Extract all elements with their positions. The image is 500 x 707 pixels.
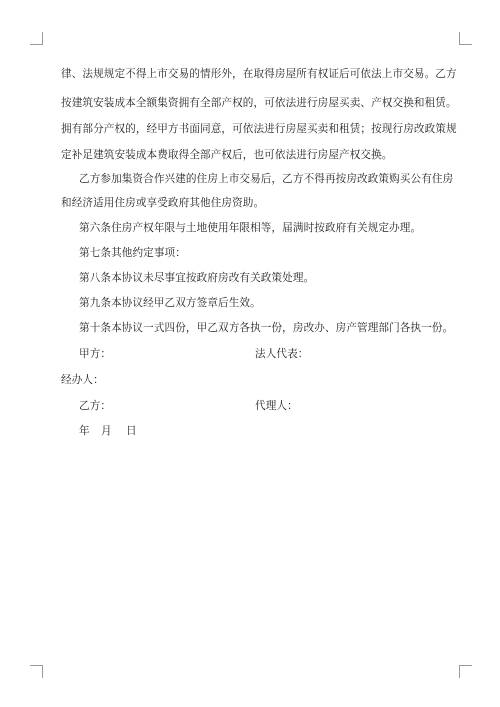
crop-mark-top-left — [30, 32, 43, 45]
clause-9: 第九条本协议经甲乙双方签章后生效。 — [79, 297, 261, 309]
party-b-label: 乙方： — [79, 400, 112, 412]
crop-mark-bottom-right — [459, 665, 472, 678]
body-line-4: 定补足建筑安装成本费取得全部产权后，也可依法进行房屋产权交换。 — [61, 149, 393, 161]
crop-mark-bottom-left — [30, 665, 43, 678]
body-line-2: 按建筑安装成本全额集资拥有全部产权的，可依法进行房屋买卖、产权交换和租赁。 — [61, 97, 457, 109]
body-line-6: 和经济适用住房或享受政府其他住房资助。 — [61, 197, 265, 209]
agent-label: 代理人： — [255, 400, 298, 412]
clause-7: 第七条其他约定事项： — [79, 247, 186, 259]
body-line-1: 律、法规规定不得上市交易的情形外，在取得房屋所有权证后可依法上市交易。乙方 — [61, 68, 457, 80]
date-year: 年 — [79, 425, 90, 437]
date-day: 日 — [126, 425, 137, 437]
party-a-label: 甲方： — [79, 348, 112, 360]
clause-6: 第六条住房产权年限与土地使用年限相等，届满时按政府有关规定办理。 — [79, 222, 422, 234]
clause-8: 第八条本协议未尽事宜按政府房改有关政策处理。 — [79, 272, 315, 284]
crop-mark-top-right — [459, 32, 472, 45]
date-month: 月 — [101, 425, 112, 437]
handler-label: 经办人： — [61, 374, 104, 386]
body-line-3: 拥有部分产权的，经甲方书面同意，可依法进行房屋买卖和租赁；按现行房改政策规 — [61, 123, 457, 135]
body-line-5: 乙方参加集资合作兴建的住房上市交易后，乙方不得再按房改政策购买公有住房 — [79, 173, 454, 185]
legal-rep-label: 法人代表： — [255, 348, 309, 360]
clause-10: 第十条本协议一式四份，甲乙双方各执一份，房改办、房产管理部门各执一份。 — [79, 322, 454, 334]
